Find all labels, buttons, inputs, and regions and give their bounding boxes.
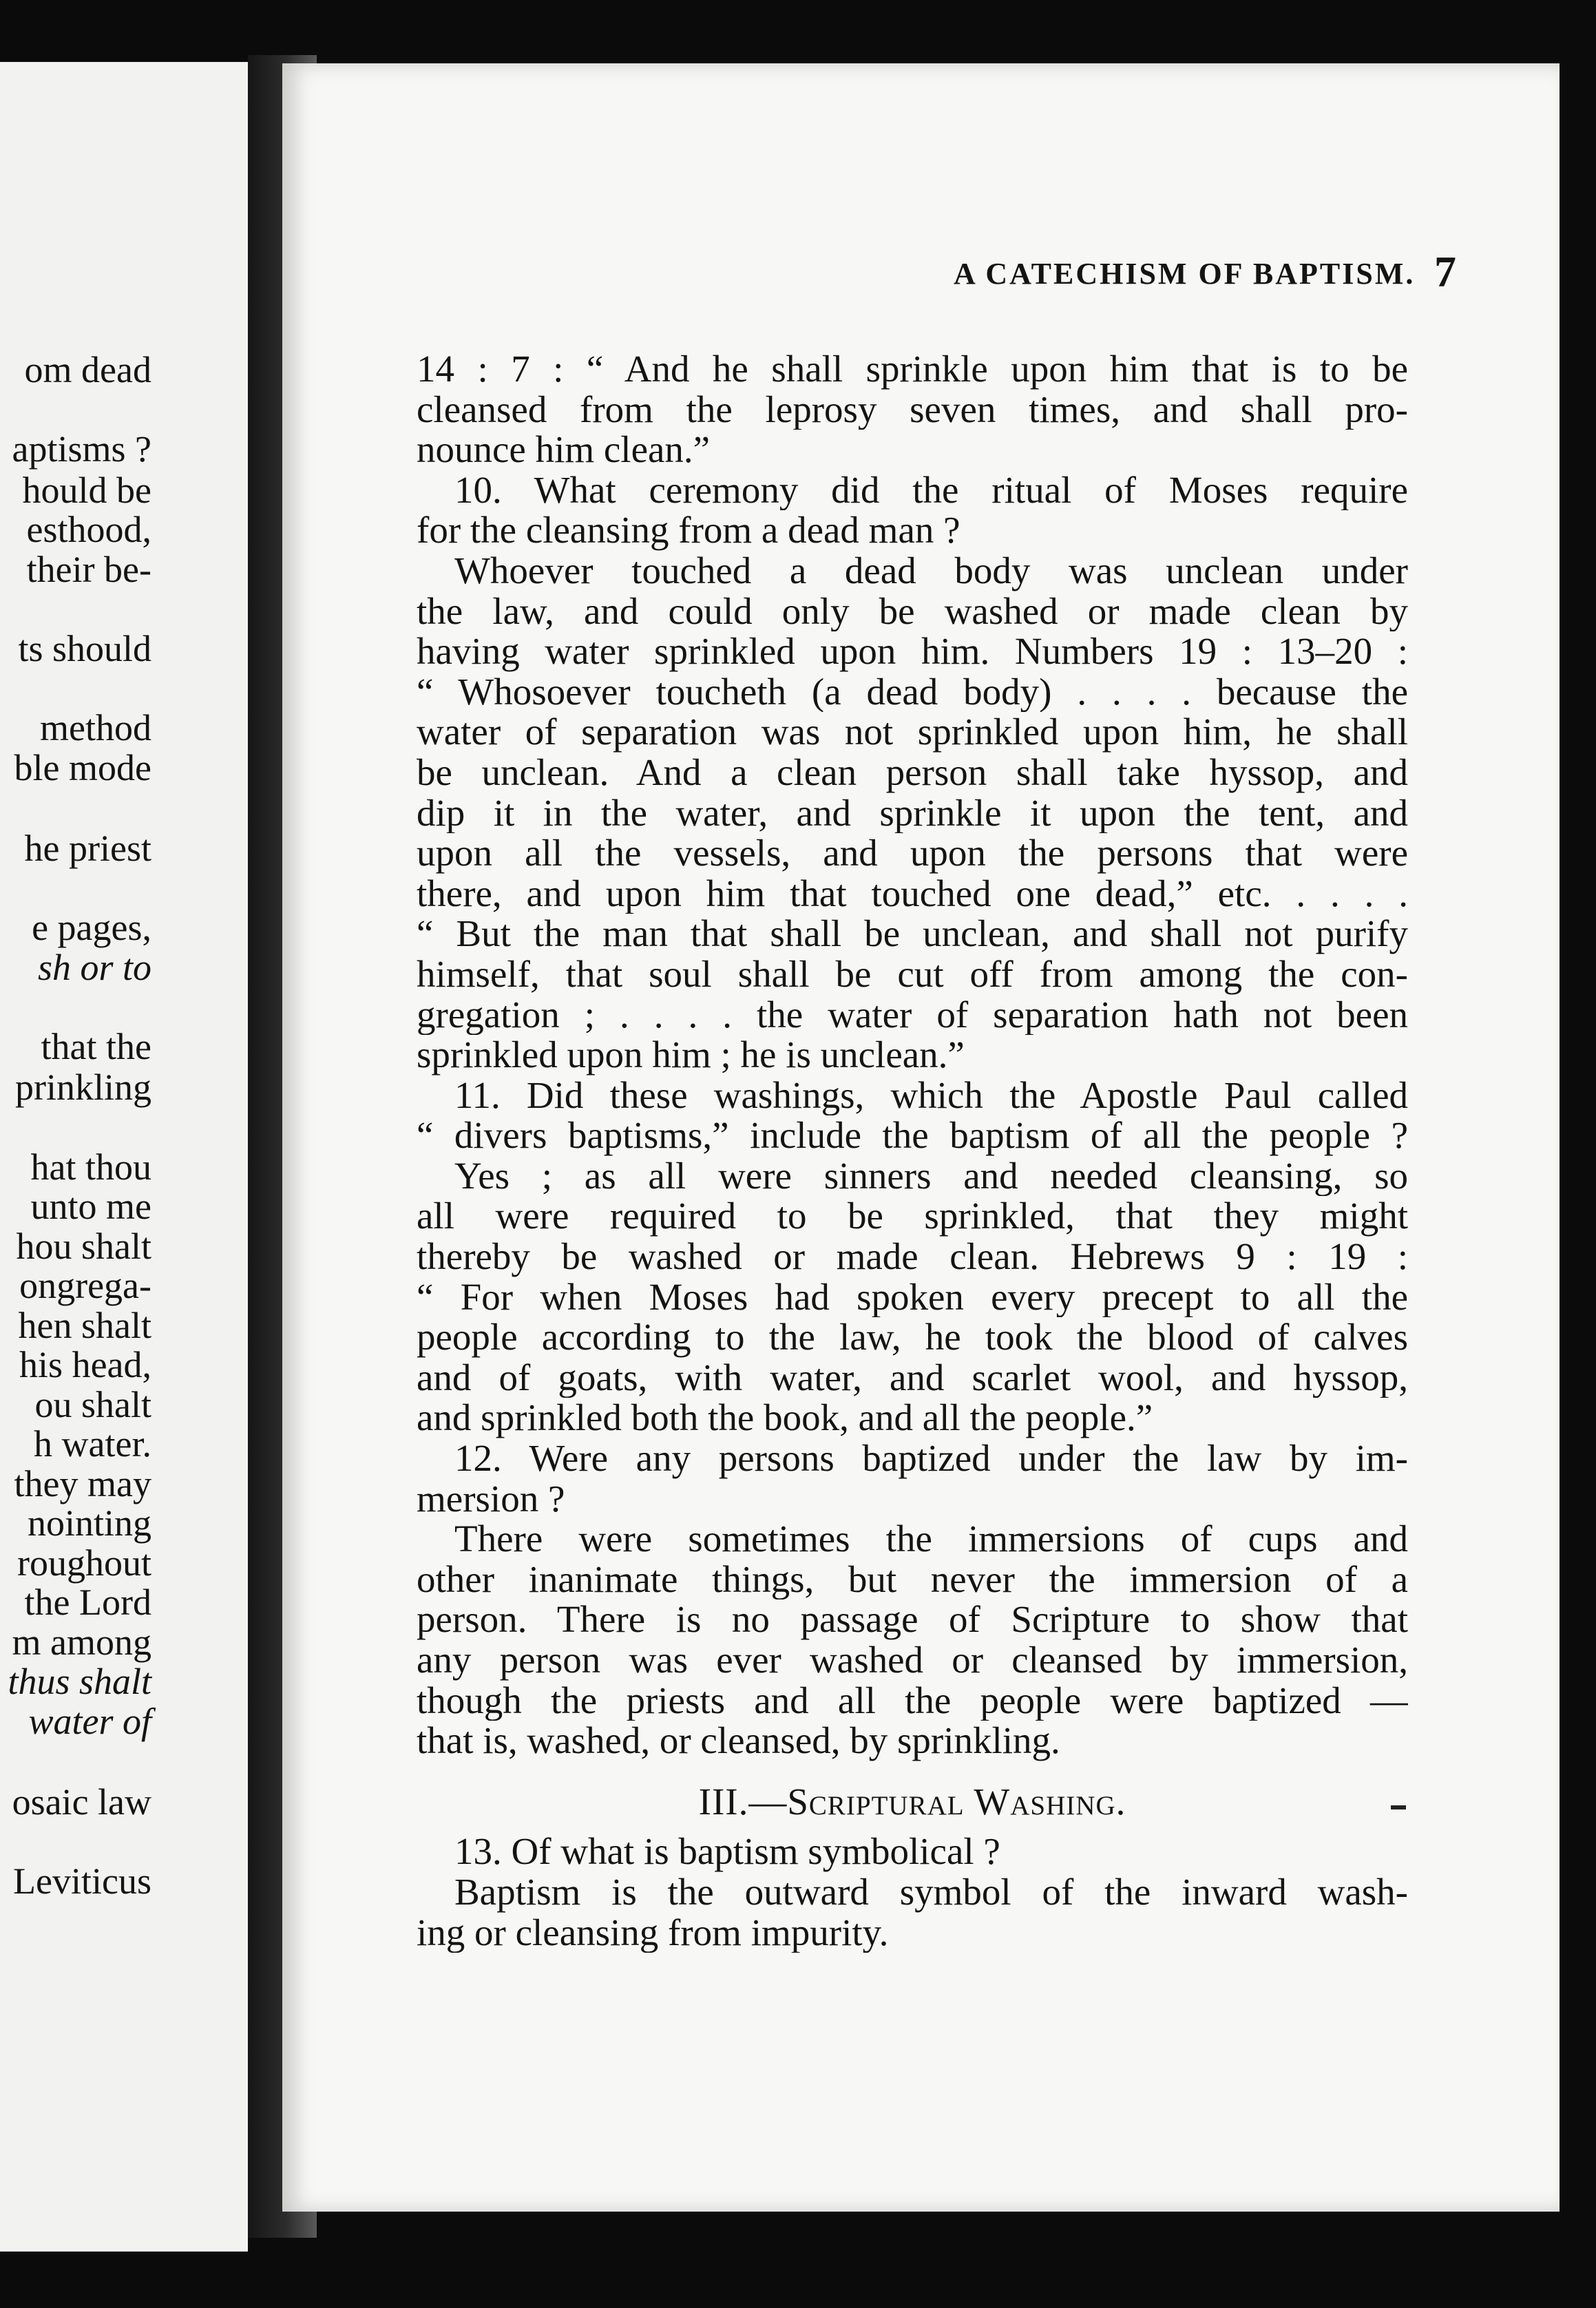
- text-line: the law, and could only be washed or made clean by: [417, 591, 1408, 632]
- question-13: 13. Of what is baptism symbolical ?: [454, 1832, 1000, 1872]
- text-line: mersion ?: [417, 1478, 565, 1520]
- left-page-fragment: nointing: [27, 1502, 151, 1544]
- text-line: himself, that soul shall be cut off from among the con-: [417, 954, 1408, 995]
- left-page-fragment: he priest: [24, 828, 151, 869]
- left-facing-page: [0, 62, 248, 2252]
- text-line: though the priests and all the people were baptized —: [417, 1680, 1408, 1721]
- text-line: and sprinkled both the book, and all the people.”: [417, 1398, 1153, 1439]
- left-page-fragment: ongrega-: [19, 1265, 151, 1306]
- text-line: other inanimate things, but never the immersion of a: [417, 1559, 1408, 1600]
- text-line: 14 : 7 : “ And he shall sprinkle upon him that is to be: [417, 349, 1408, 390]
- left-page-fragment: thus shalt: [8, 1661, 151, 1702]
- left-page-fragment: sh or to: [37, 947, 151, 988]
- text-line: cleansed from the leprosy seven times, and shall pro-: [417, 389, 1408, 430]
- text-line: “ But the man that shall be unclean, and shall not purify: [417, 914, 1408, 954]
- answer-10: Whoever touched a dead body was unclean under: [454, 550, 1408, 591]
- left-page-fragment: method: [40, 707, 151, 748]
- left-page-fragment: they may: [14, 1463, 151, 1504]
- left-page-fragment: water of: [28, 1701, 151, 1742]
- left-page-fragment: that the: [41, 1026, 151, 1067]
- left-page-fragment: aptisms ?: [12, 428, 151, 470]
- left-page-fragment: om dead: [24, 349, 151, 390]
- text-line: upon all the vessels, and upon the persons that were: [417, 833, 1408, 874]
- page-number: 7: [1434, 247, 1456, 296]
- question-12: 12. Were any persons baptized under the law by im-: [454, 1438, 1408, 1479]
- left-page-fragment: prinkling: [15, 1067, 151, 1108]
- left-page-fragment: hen shalt: [18, 1305, 151, 1346]
- text-line: sprinkled upon him ; he is unclean.”: [417, 1035, 965, 1076]
- text-line: “ Whosoever toucheth (a dead body) . . . . because the: [417, 671, 1408, 713]
- text-line: water of separation was not sprinkled upon him, he shall: [417, 712, 1408, 753]
- text-line: and of goats, with water, and scarlet wool, and hyssop,: [417, 1357, 1408, 1398]
- text-line: dip it in the water, and sprinkle it upon the tent, and: [417, 793, 1408, 834]
- running-head: [671, 247, 1456, 318]
- left-page-fragment: roughout: [17, 1542, 151, 1584]
- text-line: nounce him clean.”: [417, 430, 711, 470]
- left-page-fragment: ble mode: [14, 747, 151, 788]
- text-line: be unclean. And a clean person shall take hyssop, and: [417, 752, 1408, 793]
- book-page: [282, 63, 1560, 2212]
- left-page-fragment: h water.: [34, 1423, 151, 1465]
- left-page-fragment: their be-: [26, 549, 151, 590]
- printer-mark: [1391, 1805, 1406, 1809]
- text-line: “ For when Moses had spoken every precept to all the: [417, 1277, 1408, 1318]
- answer-13: Baptism is the outward symbol of the inward wash-: [454, 1871, 1408, 1913]
- left-page-fragment: Leviticus: [13, 1860, 151, 1902]
- answer-11: Yes ; as all were sinners and needed cleansing, so: [454, 1155, 1408, 1197]
- text-line: any person was ever washed or cleansed by immersion,: [417, 1640, 1408, 1681]
- text-line: for the cleansing from a dead man ?: [417, 510, 960, 551]
- left-page-fragment: hould be: [22, 470, 151, 511]
- left-page-fragment: his head,: [19, 1344, 151, 1385]
- left-page-fragment: ou shalt: [34, 1384, 151, 1425]
- text-line: ing or cleansing from impurity.: [417, 1912, 889, 1953]
- text-line: person. There is no passage of Scripture to show that: [417, 1599, 1408, 1640]
- left-page-fragment: hou shalt: [16, 1226, 151, 1267]
- text-line: that is, washed, or cleansed, by sprinkling.: [417, 1721, 1060, 1761]
- question-10: 10. What ceremony did the ritual of Moses require: [454, 470, 1408, 511]
- text-line: having water sprinkled upon him. Numbers 19 : 13–20 :: [417, 631, 1408, 672]
- running-title: A CATECHISM OF BAPTISM.: [954, 257, 1416, 291]
- left-page-fragment: unto me: [30, 1186, 151, 1227]
- text-line: people according to the law, he took the blood of calves: [417, 1317, 1408, 1358]
- left-page-fragment: e pages,: [32, 907, 151, 948]
- left-page-fragment: ts should: [18, 628, 151, 669]
- left-page-fragment: osaic law: [12, 1781, 151, 1823]
- left-page-fragment: esthood,: [26, 509, 151, 550]
- text-line: all were required to be sprinkled, that they might: [417, 1196, 1408, 1237]
- left-page-fragment: m among: [12, 1622, 151, 1663]
- left-page-fragment: hat thou: [30, 1146, 151, 1188]
- text-line: gregation ; . . . . the water of separation hath not been: [417, 994, 1408, 1036]
- text-line: “ divers baptisms,” include the baptism of all the people ?: [417, 1115, 1408, 1156]
- text-line: there, and upon him that touched one dead,” etc. . . . .: [417, 873, 1408, 914]
- left-page-fragment: the Lord: [24, 1582, 151, 1623]
- section-heading: III.—Scriptural Washing.: [698, 1781, 1126, 1823]
- page-body: [417, 349, 1408, 1953]
- text-line: thereby be washed or made clean. Hebrews 9 : 19 :: [417, 1237, 1408, 1277]
- answer-12: There were sometimes the immersions of cups and: [454, 1519, 1408, 1560]
- question-11: 11. Did these washings, which the Apostle Paul called: [454, 1075, 1408, 1116]
